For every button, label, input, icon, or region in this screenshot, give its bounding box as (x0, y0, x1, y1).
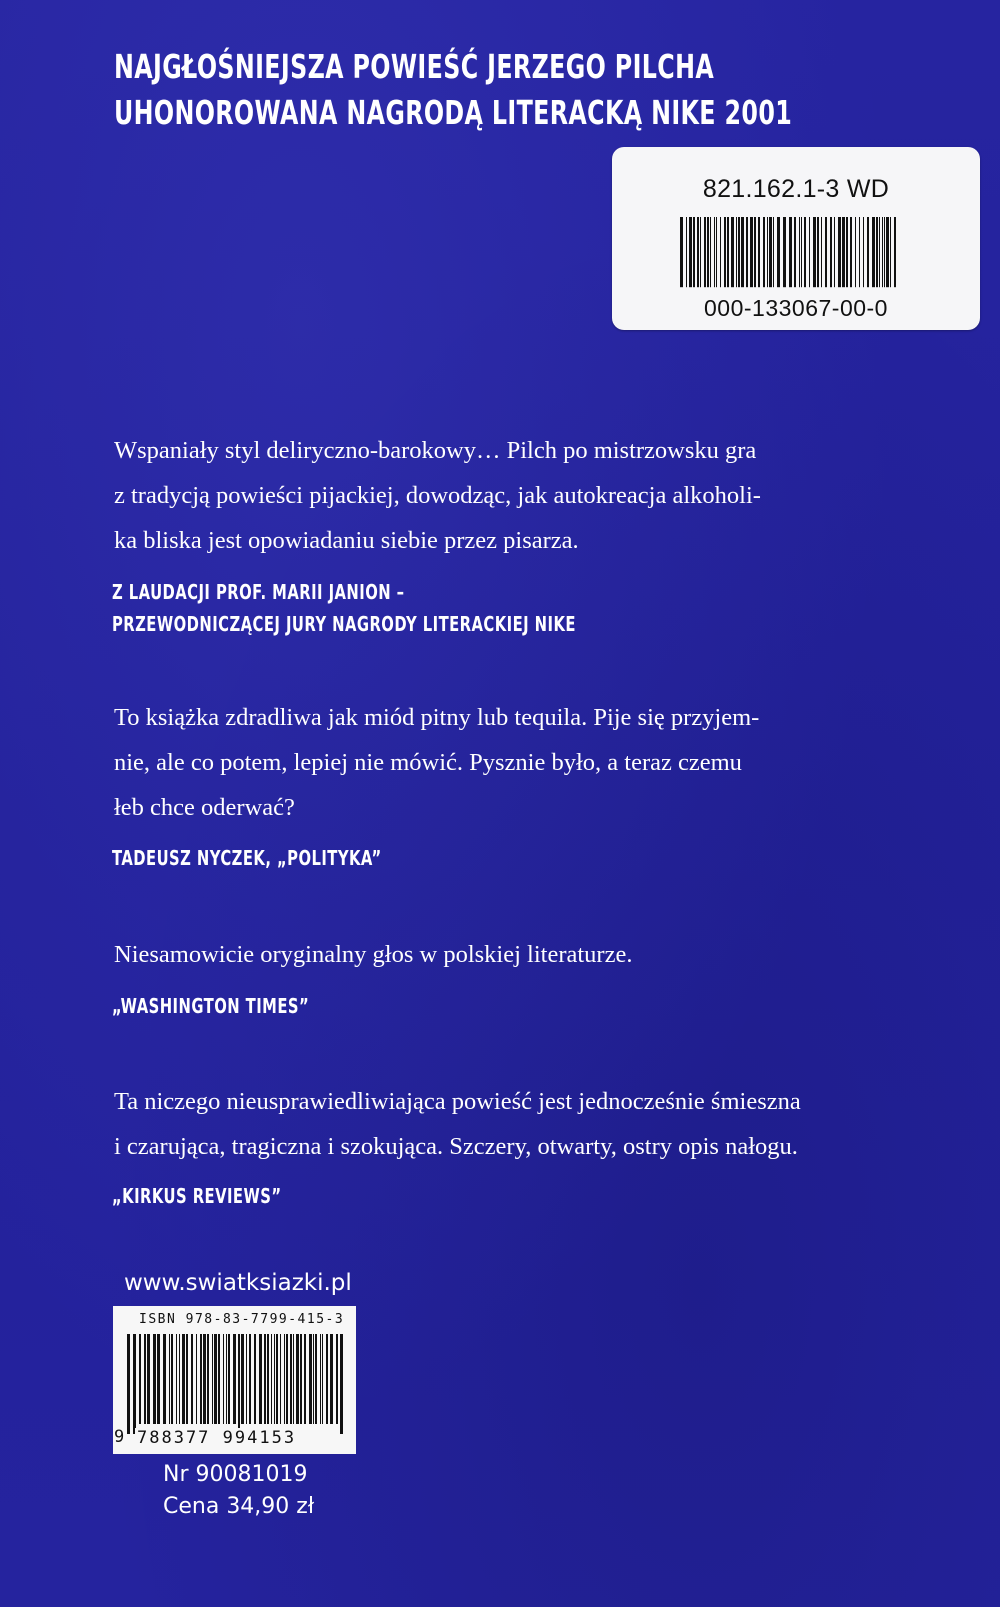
barcode-bar (773, 217, 774, 287)
catalog-number: Nr 90081019 (163, 1462, 308, 1487)
barcode-bar (280, 1334, 281, 1424)
barcode-bar (233, 1334, 236, 1424)
review-source-1 (112, 576, 576, 640)
quote-line: z tradycją powieści pijackiej, dowodząc, jak autokreacja alkoholi- (114, 482, 761, 509)
barcode-bar (139, 1334, 141, 1424)
barcode-bar (813, 217, 816, 287)
ean-digits: 788377 994153 (137, 1428, 297, 1448)
barcode-bar (741, 217, 744, 287)
barcode-bar (716, 217, 717, 287)
barcode-bar (799, 217, 800, 287)
barcode-bar (789, 217, 792, 287)
barcode-bar (200, 1334, 202, 1424)
barcode-bar (249, 1334, 251, 1424)
barcode-bar (746, 217, 748, 287)
barcode-bar (286, 1334, 288, 1424)
barcode-bar (689, 217, 692, 287)
barcode-bar (817, 217, 819, 287)
isbn-text: ISBN 978-83-7799-415-3 (139, 1312, 345, 1327)
barcode-bar (259, 1334, 262, 1424)
barcode-bar (783, 217, 786, 287)
barcode-bar (724, 217, 726, 287)
barcode-bar (890, 217, 891, 287)
barcode-bar (191, 1334, 193, 1424)
barcode-bar (859, 217, 860, 287)
barcode-bar (886, 217, 889, 287)
barcode-bar (867, 217, 869, 287)
barcode-bar (707, 217, 709, 287)
ean-first-digit: 9 (114, 1427, 125, 1447)
review-quote-3 (114, 932, 864, 977)
barcode-bar (322, 1334, 323, 1424)
review-source-4 (112, 1180, 282, 1212)
barcode-bar (750, 217, 753, 287)
barcode-bar (290, 1334, 292, 1424)
source-line: „WASHINGTON TIMES” (112, 994, 310, 1018)
barcode-bar (228, 1334, 230, 1424)
library-call-number: 821.162.1-3 WD (702, 175, 890, 203)
barcode-bar (855, 217, 856, 287)
barcode-bar (212, 1334, 213, 1424)
barcode-bar (293, 1334, 294, 1424)
isbn-barcode-box (113, 1306, 356, 1454)
barcode-bar (704, 217, 706, 287)
barcode-bar (276, 1334, 278, 1424)
barcode-bar (801, 217, 802, 287)
barcode-bar (284, 1334, 285, 1424)
barcode-bar (336, 1334, 338, 1424)
quote-line: Niesamowicie oryginalny głos w polskiej literaturze. (114, 941, 633, 968)
barcode-bar (754, 217, 756, 287)
barcode-bar (767, 217, 768, 287)
review-source-3 (112, 990, 309, 1022)
barcode-bar (777, 217, 780, 287)
barcode-bar (144, 1334, 146, 1424)
barcode-bar (731, 217, 734, 287)
source-line: PRZEWODNICZĄCEJ JURY NAGRODY LITERACKIEJ NIKE (112, 612, 576, 636)
barcode-bar (163, 1334, 166, 1424)
barcode-bar (296, 1334, 299, 1424)
barcode-bar (710, 217, 711, 287)
source-line: „KIRKUS REVIEWS” (112, 1184, 282, 1208)
barcode-bar (274, 1334, 275, 1424)
barcode-bar (304, 1334, 306, 1424)
barcode-bar (693, 217, 695, 287)
barcode-bar (720, 217, 721, 287)
review-quote-4 (114, 1079, 864, 1169)
barcode-bar (196, 1334, 197, 1424)
review-source-2 (112, 842, 382, 874)
barcode-bar (680, 217, 683, 287)
barcode-bar (727, 217, 729, 287)
barcode-bar (207, 1334, 209, 1424)
barcode-bar (320, 1334, 321, 1424)
barcode-bar (879, 217, 880, 287)
barcode-bar (794, 217, 796, 287)
barcode-bar (882, 217, 883, 287)
review-quote-1 (114, 428, 864, 563)
barcode-bar (218, 1334, 220, 1424)
barcode-bar (127, 1334, 130, 1434)
barcode-bar (838, 217, 841, 287)
quote-line: łeb chce oderwać? (114, 794, 295, 821)
barcode-bar (171, 1334, 173, 1424)
barcode-bar (834, 217, 835, 287)
barcode-bar (697, 217, 699, 287)
barcode-bar (686, 217, 687, 287)
quote-line: nie, ale co potem, lepiej nie mówić. Pysznie było, a teraz czemu (114, 749, 742, 776)
source-line: Z LAUDACJI PROF. MARII JANION – (112, 580, 405, 604)
barcode-bar (809, 217, 810, 287)
barcode-bar (876, 217, 878, 287)
barcode-bar (825, 217, 827, 287)
barcode-bar (203, 1334, 206, 1424)
barcode-bar (223, 1334, 224, 1424)
barcode-bar (300, 1334, 302, 1424)
barcode-bar (182, 1334, 185, 1424)
library-barcode (680, 217, 898, 295)
barcode-bar (769, 217, 772, 287)
barcode-bar (884, 217, 885, 287)
barcode-bar (340, 1334, 343, 1434)
headline-line-2: UHONOROWANA NAGRODĄ LITERACKĄ NIKE 2001 (114, 93, 793, 132)
barcode-bar (157, 1334, 160, 1424)
barcode-bar (872, 217, 875, 287)
barcode-bar (700, 217, 701, 287)
barcode-bar (179, 1334, 180, 1424)
barcode-bar (169, 1334, 170, 1424)
library-sticker (612, 147, 980, 330)
barcode-bar (763, 217, 765, 287)
barcode-bar (313, 1334, 314, 1424)
barcode-bar (804, 217, 806, 287)
barcode-bar (309, 1334, 312, 1424)
barcode-bar (894, 217, 896, 287)
barcode-bar (736, 217, 737, 287)
barcode-bar (226, 1334, 227, 1424)
barcode-bar (714, 217, 715, 287)
barcode-bar (842, 217, 845, 287)
barcode-bar (153, 1334, 156, 1424)
barcode-bar (326, 1334, 328, 1424)
barcode-bar (267, 1334, 269, 1424)
barcode-bar (271, 1334, 272, 1424)
barcode-bar (254, 1334, 256, 1424)
source-line: TADEUSZ NYCZEK, „POLITYKA” (112, 846, 382, 870)
barcode-bar (133, 1334, 136, 1434)
barcode-bar (330, 1334, 333, 1424)
barcode-bar (758, 217, 760, 287)
headline-line-1: NAJGŁOŚNIEJSZA POWIEŚĆ JERZEGO PILCHA (114, 47, 715, 86)
barcode-bar (176, 1334, 177, 1424)
quote-line: Wspaniały styl deliryczno-barokowy… Pilch po mistrzowsku gra (114, 437, 757, 464)
headline (114, 44, 793, 136)
price: Cena 34,90 zł (163, 1494, 315, 1519)
barcode-bar (850, 217, 852, 287)
barcode-bar (738, 217, 740, 287)
isbn-barcode (127, 1334, 347, 1434)
barcode-bar (238, 1334, 240, 1434)
barcode-bar (241, 1334, 244, 1424)
barcode-bar (246, 1334, 247, 1424)
review-quote-2 (114, 695, 864, 830)
barcode-bar (315, 1334, 317, 1424)
quote-line: ka bliska jest opowiadaniu siebie przez pisarza. (114, 527, 579, 554)
barcode-bar (821, 217, 822, 287)
barcode-bar (264, 1334, 266, 1424)
quote-line: i czarująca, tragiczna i szokująca. Szczery, otwarty, ostry opis nałogu. (114, 1133, 798, 1160)
publisher-website: www.swiatksiazki.pl (124, 1270, 352, 1296)
barcode-bar (830, 217, 832, 287)
quote-line: Ta niczego nieusprawiedliwiająca powieść jest jednocześnie śmieszna (114, 1088, 801, 1115)
barcode-bar (863, 217, 864, 287)
barcode-bar (186, 1334, 188, 1424)
barcode-bar (846, 217, 848, 287)
quote-line: To książka zdradliwa jak miód pitny lub tequila. Pije się przyjem- (114, 704, 760, 731)
library-barcode-number: 000-133067-00-0 (704, 295, 888, 321)
barcode-bar (147, 1334, 150, 1424)
barcode-bar (214, 1334, 217, 1424)
